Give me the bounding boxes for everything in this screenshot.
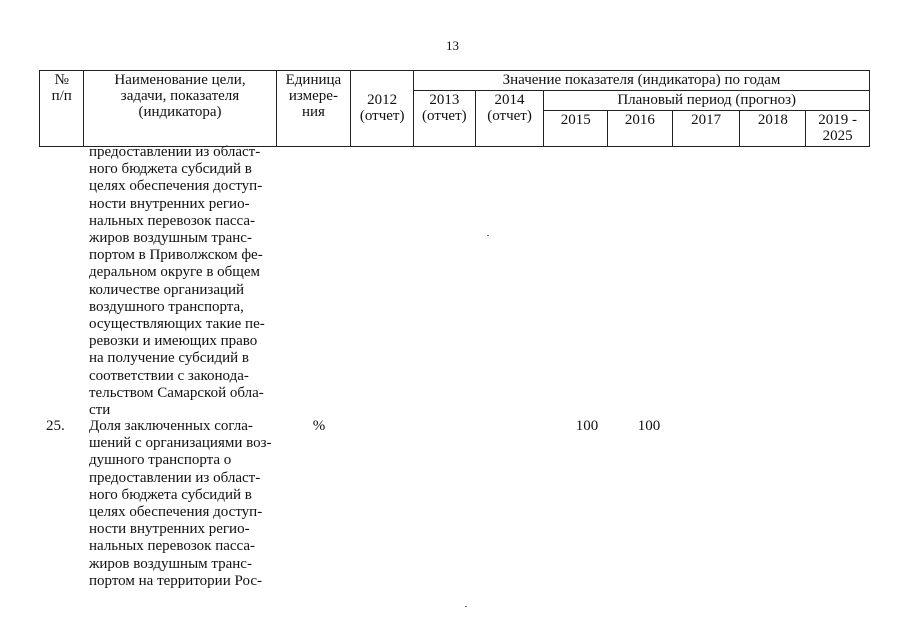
page-number: 13 (446, 38, 459, 53)
row-25-value-2016: 100 (637, 418, 661, 434)
header-name: Наименование цели, задачи, показателя (индикатора) (84, 71, 276, 147)
row-25-unit: % (312, 418, 326, 434)
header-2017: 2017 (672, 111, 740, 147)
header-2015: 2015 (544, 111, 608, 147)
scan-speck (465, 606, 467, 607)
header-2019-2025: 2019 - 2025 (806, 111, 870, 147)
header-num: № п/п (40, 71, 84, 147)
indicator-table-header (39, 70, 870, 147)
header-2018: 2018 (740, 111, 806, 147)
scan-speck (487, 235, 489, 236)
header-2013: 2013 (отчет) (414, 91, 476, 147)
header-2014: 2014 (отчет) (475, 91, 544, 147)
header-2016: 2016 (608, 111, 673, 147)
row-25-number: 25. (46, 418, 65, 434)
header-values-group: Значение показателя (индикатора) по годам (414, 71, 870, 91)
row-25-text: Доля заключенных согла- шений с организациями воз- душного транспорта о предоставлении из област- ного бюджета субсидий в целях обеспечения доступ- ности внутренних регио- нальных перевозок пасса- жиров воздушным транс- портом на территории Рос- (89, 418, 272, 589)
header-unit: Единица измере- ния (276, 71, 351, 147)
header-2012: 2012 (отчет) (351, 91, 414, 147)
header-plan-group: Плановый период (прогноз) (544, 91, 870, 111)
row-continuation-text: предоставлении из област- ного бюджета субсидий в целях обеспечения доступ- ности внутренних регио- нальных перевозок пасса- жиров воздушным транс- портом в Приволжском фе- деральном округе в общем количестве организаций воздушного транспорта, осуществляющих такие пе- ревозки и имеющих право на получение субсидий в соответствии с законода- тельством Самарской обла- сти (89, 144, 265, 419)
row-25-value-2015: 100 (575, 418, 599, 434)
